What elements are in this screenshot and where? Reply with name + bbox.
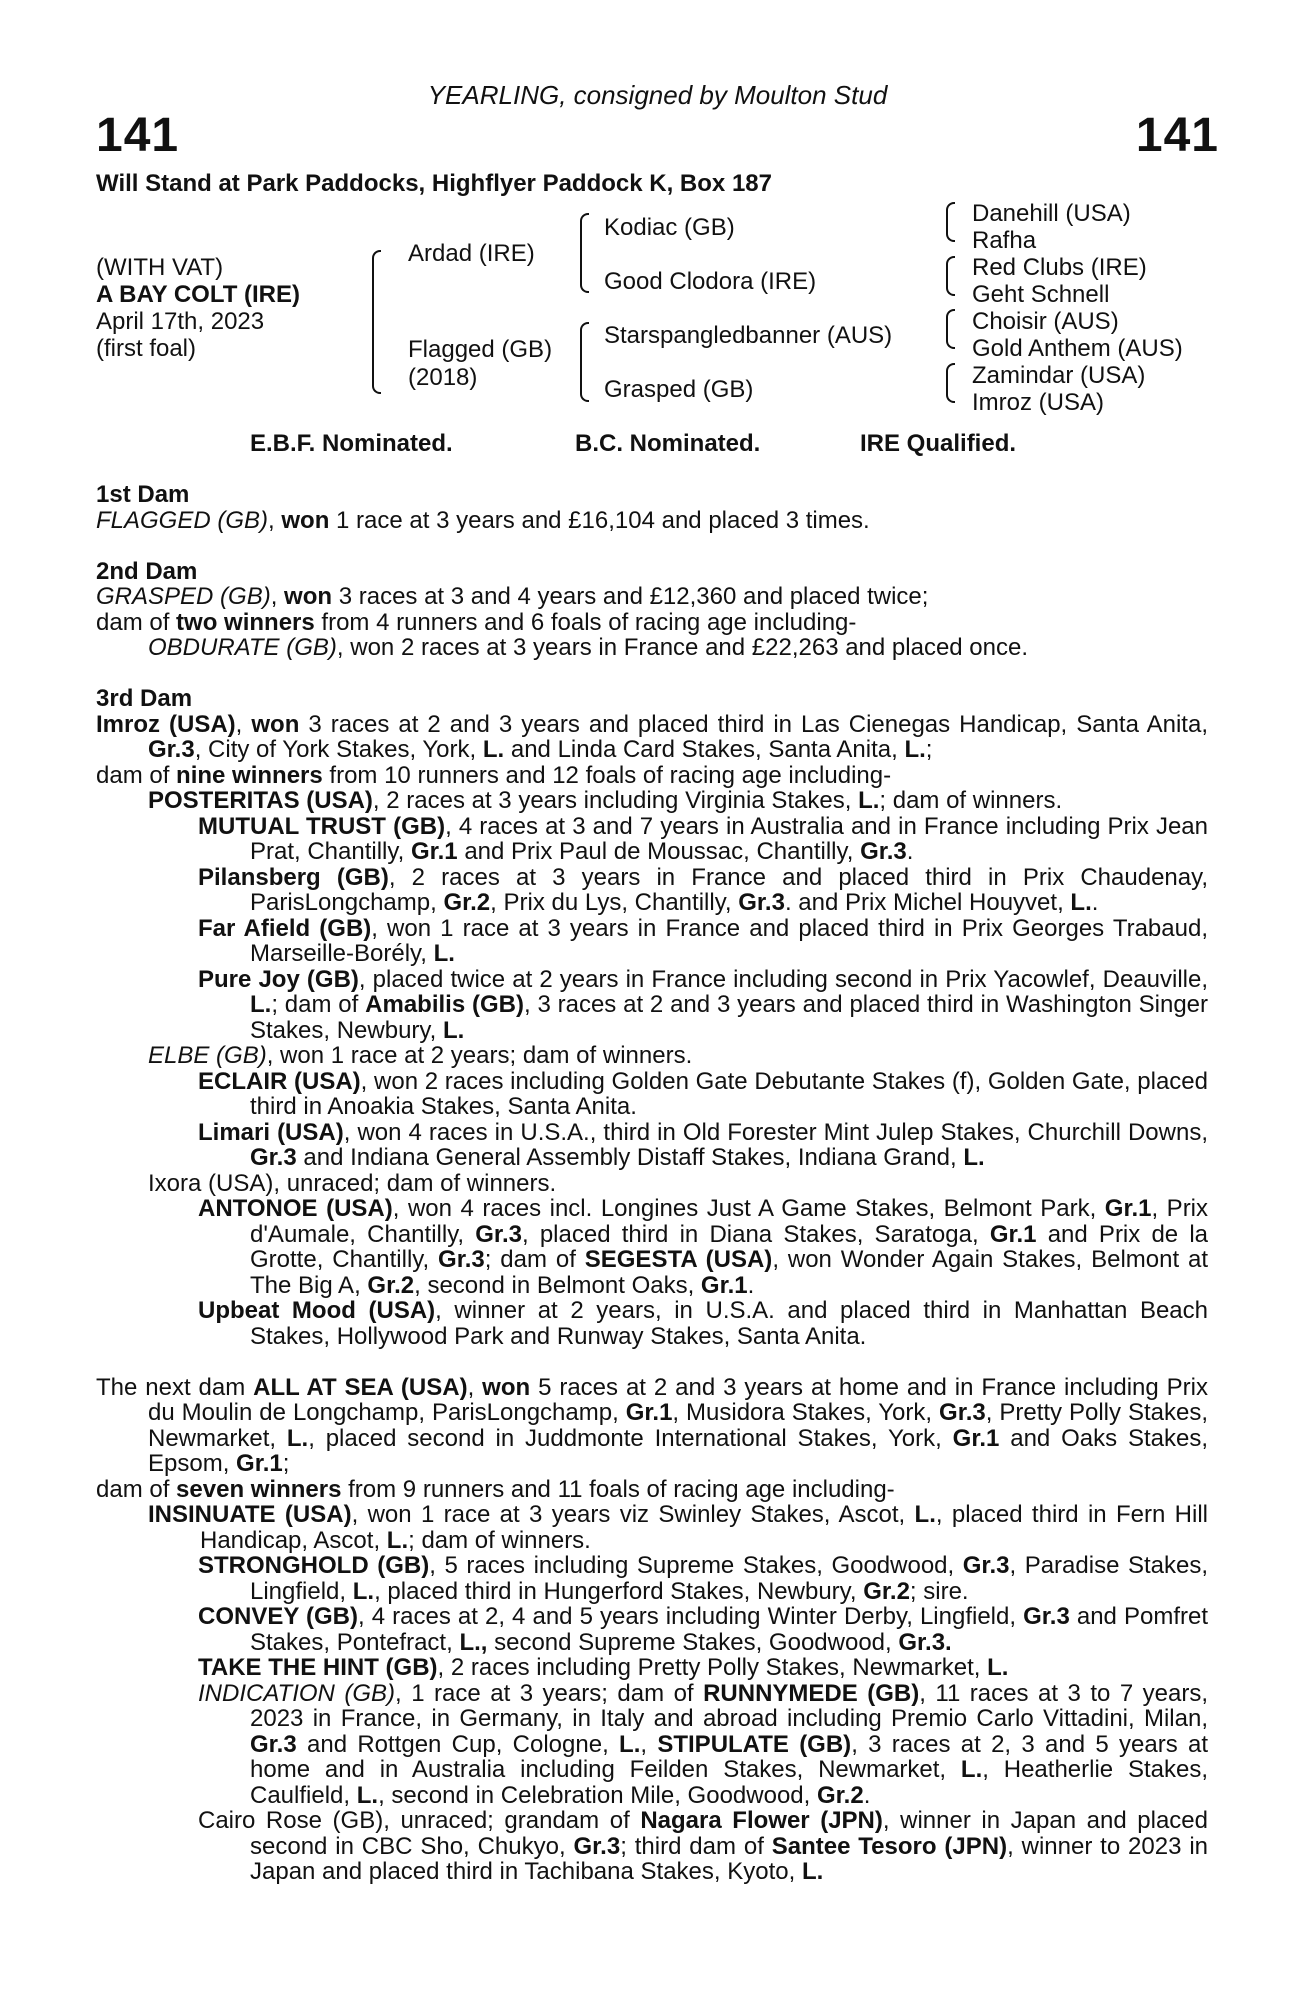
dam-name: Flagged (GB) <box>408 336 553 363</box>
first-dam-section <box>96 508 1208 534</box>
text-run: OBDURATE (GB) <box>148 634 337 661</box>
third-dam-section <box>96 712 1208 1350</box>
bc-nomination: B.C. Nominated. <box>575 430 761 457</box>
text-run: Amabilis (GB) <box>365 991 524 1018</box>
pedigree-entry <box>96 1196 1208 1298</box>
text-run: won <box>251 710 300 738</box>
text-run: , placed second in Juddmonte International Stakes, York, <box>308 1424 953 1452</box>
text-run: INDICATION (GB) <box>198 1679 396 1707</box>
text-run: POSTERITAS (USA) <box>148 787 373 814</box>
text-run: L. <box>960 1756 983 1783</box>
text-run: , 11 races at 3 to 7 years, 2023 in France, in Germany, in Italy and abroad including Premio Carlo Vittadini, Milan, <box>250 1679 1209 1732</box>
text-run: L. <box>914 1501 936 1528</box>
text-run: Pilansberg (GB) <box>198 863 389 891</box>
text-run: . <box>863 1781 871 1809</box>
text-run: , won 4 races in U.S.A., third in Old Forester Mint Julep Stakes, Churchill Downs, <box>343 1118 1208 1146</box>
text-run: GRASPED (GB) <box>96 583 271 610</box>
lot-number-right: 141 <box>1135 109 1219 162</box>
text-run: dam of <box>96 1475 177 1503</box>
text-run: 5 races at 2 and 3 years at home and in France including Prix du Moulin de Longchamp, ParisLongchamp, <box>148 1373 1208 1426</box>
text-run: , won 2 races at 3 years in France and £22,263 and placed once. <box>336 634 1029 661</box>
pedigree-entry <box>96 1681 1208 1809</box>
dam-line-brace <box>580 322 589 402</box>
text-run: Gr.3 <box>250 1730 297 1758</box>
text-run: , 4 races at 3 and 7 years in Australia and in France including Prix Jean Prat, Chantilly, <box>250 812 1209 865</box>
grandsire-maternal: Starspangledbanner (AUS) <box>604 322 893 349</box>
text-run: , 2 races including Pretty Polly Stakes, Newmarket, <box>437 1654 988 1681</box>
text-run: L. <box>1070 889 1092 916</box>
pedigree-entry <box>96 1069 1208 1120</box>
text-run: ; third dam of <box>620 1832 772 1860</box>
text-run: TAKE THE HINT (GB) <box>198 1654 438 1681</box>
text-run: won <box>482 1373 531 1401</box>
text-run: , won 1 race at 3 years in France and placed third in Prix Georges Trabaud, Marseille-Borély, <box>250 914 1208 967</box>
text-run: Gr.3 <box>438 1246 485 1273</box>
text-run: and Linda Card Stakes, Santa Anita, <box>504 736 905 763</box>
text-run: , winner at 2 years, in U.S.A. and placed third in Manhattan Beach Stakes, Hollywood Park and Runway Stakes, Santa Anita. <box>250 1297 1208 1350</box>
text-run: INSINUATE (USA) <box>148 1501 352 1528</box>
text-run: 3 races at 2 and 3 years and placed third in Las Cienegas Handicap, Santa Anita, <box>299 710 1208 738</box>
text-run: 3 races at 3 and 4 years and £12,360 and placed twice; <box>332 583 929 610</box>
text-run: Gr.2 <box>816 1781 864 1809</box>
text-run: L. <box>963 1144 985 1171</box>
text-run: won <box>281 506 330 534</box>
text-run: The next dam <box>96 1373 254 1401</box>
gen4-ancestor: Gold Anthem (AUS) <box>972 335 1183 362</box>
text-run: ; dam of <box>271 991 366 1018</box>
text-run: Gr.1 <box>410 838 458 865</box>
stand-location: Will Stand at Park Paddocks, Highflyer Paddock K, Box 187 <box>96 170 772 197</box>
text-run: and Indiana General Assembly Distaff Stakes, Indiana Grand, <box>296 1144 964 1171</box>
second-dam-heading: 2nd Dam <box>96 557 198 585</box>
text-run: from 9 runners and 11 foals of racing age including- <box>341 1475 895 1503</box>
text-run: , <box>235 710 252 738</box>
text-run: L. <box>858 787 880 814</box>
horse-dob: April 17th, 2023 <box>96 308 265 335</box>
text-run: Gr.2 <box>367 1271 415 1299</box>
pedigree-entry <box>96 1553 1208 1604</box>
text-run: Gr.3 <box>860 838 907 865</box>
pedigree-entry <box>96 967 1208 1044</box>
pedigree-entry <box>96 788 1208 814</box>
text-run: Far Afield (GB) <box>198 914 372 942</box>
text-run: L. <box>801 1858 824 1885</box>
text-run: . <box>906 838 914 865</box>
pedigree-entry <box>96 1808 1208 1885</box>
text-run: L. <box>356 1781 379 1809</box>
text-run: L. <box>442 1016 465 1044</box>
gen4-ancestor: Rafha <box>972 227 1037 254</box>
text-run: Upbeat Mood (USA) <box>198 1297 436 1324</box>
text-run: , won 4 races incl. Longines Just A Game Stakes, Belmont Park, <box>392 1195 1105 1222</box>
grasped-brace <box>946 363 955 403</box>
next-dam-section <box>96 1375 1208 1885</box>
text-run: Cairo Rose (GB), unraced; grandam of <box>198 1807 641 1834</box>
text-run: ; <box>282 1450 290 1477</box>
text-run: Gr.2 <box>863 1577 910 1605</box>
text-run: Gr.3 <box>962 1552 1010 1579</box>
text-run: RUNNYMEDE (GB) <box>703 1679 920 1707</box>
pedigree-entry <box>96 1171 1208 1197</box>
text-run: Santee Tesoro (JPN) <box>771 1832 1008 1860</box>
text-run: L. <box>482 736 505 763</box>
text-run: Gr.3. <box>898 1628 952 1656</box>
text-run: won <box>284 583 333 610</box>
text-run: CONVEY (GB) <box>198 1603 358 1630</box>
text-run: . <box>747 1271 755 1299</box>
granddam-maternal: Grasped (GB) <box>604 376 754 403</box>
text-run: , 2 races at 3 years including Virginia Stakes, <box>372 787 859 814</box>
text-run: L. <box>433 940 455 967</box>
text-run: and Oaks Stakes, Epsom, <box>148 1424 1209 1477</box>
pedigree-entry <box>96 1375 1208 1477</box>
sire-line-brace <box>580 213 589 293</box>
consignment-subtitle: YEARLING, consigned by Moulton Stud <box>427 80 888 110</box>
text-run: , won 1 race at 3 years viz Swinley Stakes, Ascot, <box>351 1501 915 1528</box>
text-run: FLAGGED (GB) <box>96 506 269 534</box>
text-run: L. <box>352 1577 375 1605</box>
horse-info <box>96 254 300 362</box>
vat-note: (WITH VAT) <box>96 254 224 281</box>
text-run: Gr.1 <box>700 1271 748 1299</box>
gen4-ancestor: Red Clubs (IRE) <box>972 254 1147 281</box>
pedigree-entry <box>96 1043 1208 1069</box>
text-run: , placed third in Diana Stakes, Saratoga, <box>521 1220 990 1248</box>
dam-year: (2018) <box>408 364 478 391</box>
text-run: and Rottgen Cup, Cologne, <box>296 1730 620 1758</box>
text-run: Gr.3 <box>1023 1603 1070 1630</box>
text-run: , placed third in Fern Hill Handicap, Ascot, <box>200 1501 1208 1554</box>
text-run: , Pretty Polly Stakes, Newmarket, <box>148 1399 1209 1452</box>
text-run: , 3 races at 2 and 3 years and placed third in Washington Singer Stakes, Newbury, <box>250 991 1209 1044</box>
text-run: , winner to 2023 in Japan and placed third in Tachibana Stakes, Kyoto, <box>250 1832 1208 1885</box>
text-run: L. <box>987 1654 1009 1681</box>
text-run: , placed third in Hungerford Stakes, Newbury, <box>374 1577 864 1605</box>
pedigree-entry <box>96 916 1208 967</box>
foal-note: (first foal) <box>96 335 197 362</box>
third-dam-heading: 3rd Dam <box>96 685 193 712</box>
text-run: Ixora (USA), unraced; dam of winners. <box>148 1169 557 1197</box>
gen4-ancestor: Choisir (AUS) <box>972 308 1119 335</box>
gen4-ancestor: Imroz (USA) <box>972 389 1104 416</box>
pedigree-entry <box>96 1655 1208 1681</box>
text-run: STRONGHOLD (GB) <box>198 1552 430 1579</box>
text-run: , <box>467 1373 483 1401</box>
text-run: ; <box>925 736 933 763</box>
text-run: ECLAIR (USA) <box>198 1067 361 1095</box>
text-run: ; sire. <box>909 1577 969 1605</box>
text-run: ; dam of <box>484 1246 585 1273</box>
text-run: , 4 races at 2, 4 and 5 years including Winter Derby, Lingfield, <box>357 1603 1024 1630</box>
pedigree-entry <box>96 763 1208 789</box>
text-run: L. <box>286 1424 309 1452</box>
text-run: Gr.1 <box>1104 1195 1152 1222</box>
text-run: L. <box>904 736 926 763</box>
text-run: , won 1 race at 2 years; dam of winners. <box>266 1042 693 1069</box>
text-run: , <box>270 583 285 610</box>
text-run: L., <box>459 1628 488 1656</box>
ebf-nomination: E.B.F. Nominated. <box>250 430 453 457</box>
text-run: Gr.3 <box>148 736 195 763</box>
text-run: , City of York Stakes, York, <box>194 736 483 763</box>
text-run: from 10 runners and 12 foals of racing age including- <box>322 761 892 789</box>
text-run: second Supreme Stakes, Goodwood, <box>487 1628 899 1656</box>
sire-dam-brace <box>372 250 381 394</box>
text-run: two winners <box>176 608 315 636</box>
text-run: , 3 races at 2, 3 and 5 years at home and in Australia including Feilden Stakes, Newmarket, <box>250 1730 1208 1783</box>
text-run: , 5 races including Supreme Stakes, Goodwood, <box>429 1552 963 1579</box>
text-run: Nagara Flower (JPN) <box>640 1807 883 1834</box>
text-run: 1 race at 3 years and £16,104 and placed 3 times. <box>329 506 870 534</box>
text-run: , <box>268 506 282 534</box>
text-run: MUTUAL TRUST (GB) <box>198 812 446 840</box>
text-run: , <box>640 1730 658 1758</box>
text-run: Imroz (USA) <box>96 710 236 738</box>
sire-name: Ardad (IRE) <box>408 240 535 267</box>
text-run: , Heatherlie Stakes, Caulfield, <box>250 1756 1208 1809</box>
text-run: nine winners <box>176 761 323 789</box>
pedigree-entry <box>96 865 1208 916</box>
text-run: Gr.1 <box>236 1450 283 1477</box>
text-run: L. <box>250 991 272 1018</box>
pedigree-entry <box>96 1120 1208 1171</box>
pedigree-entry <box>96 1604 1208 1655</box>
text-run: ; dam of winners. <box>879 787 1063 814</box>
text-run: Limari (USA) <box>198 1118 344 1146</box>
pedigree-entry <box>96 1298 1208 1349</box>
text-run: , Prix d'Aumale, Chantilly, <box>250 1195 1209 1248</box>
pedigree-line <box>96 584 1208 610</box>
dam-details <box>96 482 1208 1885</box>
text-run: ; dam of winners. <box>408 1526 591 1554</box>
text-run: Gr.3 <box>250 1144 297 1171</box>
text-run: seven winners <box>176 1475 342 1503</box>
kodiac-brace <box>946 202 955 242</box>
text-run: Pure Joy (GB) <box>198 965 359 993</box>
gen4-ancestor: Danehill (USA) <box>972 200 1131 227</box>
lot-number-left: 141 <box>96 109 180 162</box>
text-run: from 4 runners and 6 foals of racing age including- <box>314 608 857 636</box>
text-run: , Paradise Stakes, Lingfield, <box>250 1552 1209 1605</box>
text-run: Gr.1 <box>952 1424 1000 1452</box>
good-clodora-brace <box>946 256 955 296</box>
text-run: , 1 race at 3 years; dam of <box>395 1679 704 1707</box>
text-run: and Prix de la Grotte, Chantilly, <box>250 1220 1209 1273</box>
horse-name: A BAY COLT (IRE) <box>96 281 301 308</box>
text-run: , Prix du Lys, Chantilly, <box>490 889 739 916</box>
pedigree-entry <box>96 712 1208 763</box>
text-run: L. <box>619 1730 641 1758</box>
pedigree-entry <box>96 814 1208 865</box>
text-run: Gr.1 <box>989 1220 1037 1248</box>
text-run: SEGESTA (USA) <box>584 1246 773 1273</box>
text-run: dam of <box>96 761 177 789</box>
text-run: Gr.3 <box>738 889 785 916</box>
pedigree-line <box>96 508 1208 534</box>
text-run: Gr.3 <box>573 1832 621 1860</box>
text-run: dam of <box>96 608 177 636</box>
text-run: Gr.2 <box>443 889 491 916</box>
ire-qualification: IRE Qualified. <box>860 430 1017 457</box>
pedigree-entry <box>96 1502 1208 1553</box>
text-run: . <box>1091 889 1099 916</box>
gen4-ancestor: Geht Schnell <box>972 281 1110 308</box>
text-run: and Prix Paul de Moussac, Chantilly, <box>457 838 861 865</box>
text-run: , second in Celebration Mile, Goodwood, <box>378 1781 817 1809</box>
text-run: , 2 races at 3 years in France and placed third in Prix Chaudenay, ParisLongchamp, <box>250 863 1208 916</box>
text-run: . and Prix Michel Houyvet, <box>784 889 1071 916</box>
text-run: and Pomfret Stakes, Pontefract, <box>250 1603 1208 1656</box>
grandsire-paternal: Kodiac (GB) <box>604 214 735 241</box>
pedigree-line <box>96 635 1208 661</box>
text-run: , Musidora Stakes, York, <box>672 1399 940 1426</box>
text-run: L. <box>386 1526 409 1554</box>
text-run: , winner in Japan and placed second in CBC Sho, Chukyo, <box>250 1807 1208 1860</box>
first-dam-heading: 1st Dam <box>96 481 190 508</box>
pedigree-entry <box>96 1477 1208 1503</box>
second-dam-section <box>96 584 1208 661</box>
text-run: Gr.3 <box>939 1399 986 1426</box>
text-run: Gr.1 <box>625 1399 673 1426</box>
text-run: ALL AT SEA (USA) <box>253 1373 468 1401</box>
granddam-paternal: Good Clodora (IRE) <box>604 268 817 295</box>
text-run: , won Wonder Again Stakes, Belmont at The Big A, <box>250 1246 1209 1299</box>
text-run: , placed twice at 2 years in France including second in Prix Yacowlef, Deauville, <box>358 965 1208 993</box>
text-run: STIPULATE (GB) <box>657 1730 852 1758</box>
text-run: ANTONOE (USA) <box>198 1195 393 1222</box>
text-run: ELBE (GB) <box>148 1042 267 1069</box>
text-run: , second in Belmont Oaks, <box>414 1271 701 1299</box>
gen4-ancestor: Zamindar (USA) <box>972 362 1146 389</box>
text-run: , won 2 races including Golden Gate Debutante Stakes (f), Golden Gate, placed third in Anoakia Stakes, Santa Anita. <box>250 1067 1208 1120</box>
text-run: Gr.3 <box>475 1220 522 1248</box>
pedigree-line <box>96 610 1208 636</box>
starspangled-brace <box>946 309 955 349</box>
